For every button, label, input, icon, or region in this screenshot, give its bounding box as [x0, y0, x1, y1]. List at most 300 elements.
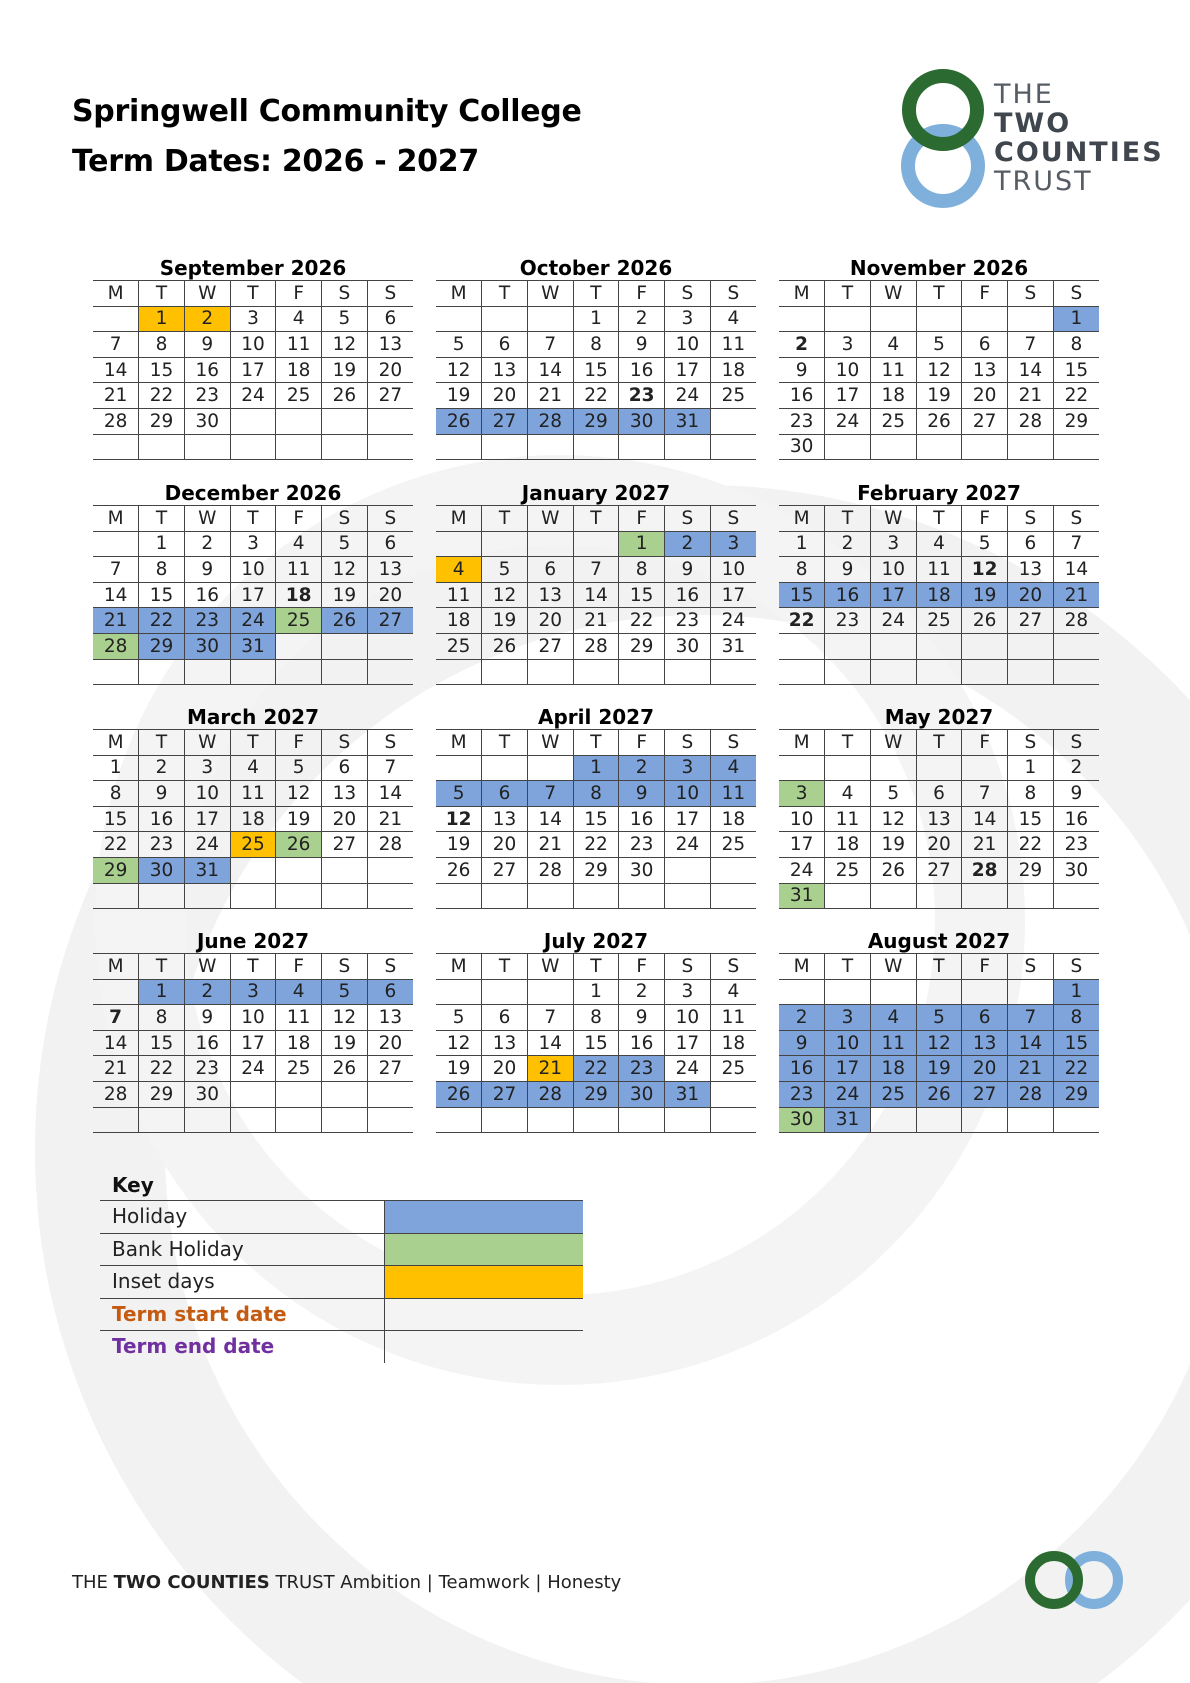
day-cell: 8	[573, 781, 619, 807]
day-cell: 19	[322, 357, 368, 383]
day-cell: 10	[665, 332, 711, 358]
day-cell: 6	[482, 332, 528, 358]
empty-day-cell	[93, 1107, 139, 1133]
term-end-swatch	[385, 1331, 583, 1363]
empty-day-cell	[573, 659, 619, 685]
weekday-label: S	[665, 730, 711, 756]
weekday-label: T	[482, 954, 528, 980]
day-cell: 8	[139, 332, 185, 358]
weekday-label: T	[573, 506, 619, 532]
weekday-label: T	[916, 730, 962, 756]
empty-day-cell	[93, 659, 139, 685]
day-cell: 17	[665, 357, 711, 383]
weekday-label: S	[322, 730, 368, 756]
month-grid	[93, 280, 413, 460]
day-cell: 11	[230, 781, 276, 807]
weekday-label: T	[139, 954, 185, 980]
day-cell: 9	[1053, 781, 1099, 807]
day-cell: 4	[710, 755, 756, 781]
week-row	[93, 557, 413, 583]
day-cell: 11	[710, 1005, 756, 1031]
empty-day-cell	[482, 531, 528, 557]
day-cell: 23	[184, 1056, 230, 1082]
day-cell: 11	[870, 1030, 916, 1056]
empty-day-cell	[573, 531, 619, 557]
day-cell: 7	[93, 557, 139, 583]
key-label-holiday: Holiday	[100, 1201, 385, 1233]
day-cell: 5	[916, 1005, 962, 1031]
day-cell: 12	[436, 1030, 482, 1056]
week-row	[93, 832, 413, 858]
day-cell: 10	[779, 806, 825, 832]
day-cell: 13	[367, 1005, 413, 1031]
day-cell: 25	[276, 1056, 322, 1082]
day-cell: 13	[482, 1030, 528, 1056]
day-cell: 11	[710, 332, 756, 358]
empty-day-cell	[665, 857, 711, 883]
empty-day-cell	[230, 857, 276, 883]
month-grid	[436, 505, 756, 685]
day-cell: 30	[619, 1081, 665, 1107]
empty-day-cell	[436, 1107, 482, 1133]
day-cell: 2	[825, 531, 871, 557]
day-cell: 3	[230, 979, 276, 1005]
day-cell: 13	[482, 357, 528, 383]
month-calendar	[93, 705, 413, 909]
weekday-label: M	[779, 954, 825, 980]
weekday-label: W	[527, 954, 573, 980]
day-cell: 19	[962, 582, 1008, 608]
weekday-label: T	[916, 281, 962, 307]
day-cell: 17	[230, 357, 276, 383]
day-cell: 8	[139, 1005, 185, 1031]
day-cell: 7	[93, 332, 139, 358]
empty-day-cell	[322, 633, 368, 659]
day-cell: 24	[230, 383, 276, 409]
day-cell: 19	[322, 1030, 368, 1056]
empty-day-cell	[527, 306, 573, 332]
day-cell: 7	[1053, 531, 1099, 557]
week-row	[779, 434, 1099, 460]
week-row	[93, 1030, 413, 1056]
day-cell: 11	[870, 357, 916, 383]
day-cell: 9	[184, 557, 230, 583]
day-cell: 30	[779, 434, 825, 460]
weekday-label: M	[93, 954, 139, 980]
empty-day-cell	[916, 659, 962, 685]
day-cell: 15	[1053, 357, 1099, 383]
day-cell: 22	[139, 383, 185, 409]
day-cell: 12	[916, 357, 962, 383]
empty-day-cell	[482, 306, 528, 332]
day-cell: 10	[230, 1005, 276, 1031]
day-cell: 21	[1053, 582, 1099, 608]
day-cell: 20	[962, 1056, 1008, 1082]
week-row	[436, 306, 756, 332]
day-cell: 15	[139, 1030, 185, 1056]
day-cell: 20	[367, 582, 413, 608]
empty-day-cell	[93, 979, 139, 1005]
day-cell: 26	[482, 633, 528, 659]
empty-day-cell	[482, 1107, 528, 1133]
empty-day-cell	[1008, 979, 1054, 1005]
day-cell: 18	[436, 608, 482, 634]
month-calendar	[93, 256, 413, 460]
day-cell: 11	[710, 781, 756, 807]
empty-day-cell	[436, 531, 482, 557]
day-cell: 25	[710, 1056, 756, 1082]
holiday-swatch	[385, 1201, 583, 1233]
weekday-label: S	[367, 954, 413, 980]
day-cell: 22	[1053, 1056, 1099, 1082]
day-cell: 22	[779, 608, 825, 634]
weekday-label: T	[825, 954, 871, 980]
day-cell: 22	[1053, 383, 1099, 409]
empty-day-cell	[322, 434, 368, 460]
month-grid	[436, 280, 756, 460]
day-cell: 18	[916, 582, 962, 608]
day-cell: 22	[573, 383, 619, 409]
day-cell: 21	[527, 832, 573, 858]
day-cell: 27	[482, 1081, 528, 1107]
day-cell: 6	[962, 332, 1008, 358]
empty-day-cell	[436, 434, 482, 460]
empty-day-cell	[436, 883, 482, 909]
empty-day-cell	[322, 659, 368, 685]
weekday-label: W	[184, 281, 230, 307]
weekday-label: W	[527, 281, 573, 307]
day-cell: 20	[367, 357, 413, 383]
day-cell: 12	[482, 582, 528, 608]
trust-logo	[898, 68, 1164, 218]
day-cell: 6	[322, 755, 368, 781]
day-cell: 4	[710, 306, 756, 332]
empty-day-cell	[436, 755, 482, 781]
weekday-label: M	[436, 506, 482, 532]
empty-day-cell	[916, 633, 962, 659]
day-cell: 24	[665, 1056, 711, 1082]
day-cell: 22	[93, 832, 139, 858]
day-cell: 30	[1053, 857, 1099, 883]
day-cell: 31	[184, 857, 230, 883]
empty-day-cell	[870, 755, 916, 781]
day-cell: 2	[184, 306, 230, 332]
week-row	[779, 408, 1099, 434]
day-cell: 13	[367, 332, 413, 358]
week-row	[93, 633, 413, 659]
week-row	[93, 1081, 413, 1107]
weekday-label: S	[367, 506, 413, 532]
week-row	[779, 832, 1099, 858]
day-cell: 23	[779, 1081, 825, 1107]
empty-day-cell	[779, 306, 825, 332]
day-cell: 20	[482, 832, 528, 858]
day-cell: 2	[1053, 755, 1099, 781]
weekday-header-row	[93, 506, 413, 532]
day-cell: 25	[710, 383, 756, 409]
day-cell: 12	[916, 1030, 962, 1056]
day-cell: 28	[527, 857, 573, 883]
weekday-label: S	[1008, 730, 1054, 756]
empty-day-cell	[1008, 633, 1054, 659]
week-row	[436, 1081, 756, 1107]
week-row	[779, 1081, 1099, 1107]
month-grid	[779, 953, 1099, 1133]
month-grid	[779, 729, 1099, 909]
day-cell: 3	[230, 531, 276, 557]
day-cell: 9	[139, 781, 185, 807]
weekday-label: S	[1053, 281, 1099, 307]
week-row	[436, 1005, 756, 1031]
day-cell: 22	[139, 608, 185, 634]
day-cell: 30	[184, 633, 230, 659]
week-row	[436, 633, 756, 659]
day-cell: 21	[93, 608, 139, 634]
month-calendar	[436, 705, 756, 909]
logo-word-counties: COUNTIES	[994, 137, 1164, 168]
week-row	[93, 659, 413, 685]
empty-day-cell	[93, 434, 139, 460]
day-cell: 1	[1053, 979, 1099, 1005]
day-cell: 15	[1053, 1030, 1099, 1056]
day-cell: 4	[825, 781, 871, 807]
day-cell: 4	[870, 332, 916, 358]
week-row	[436, 434, 756, 460]
day-cell: 10	[825, 357, 871, 383]
day-cell: 3	[230, 306, 276, 332]
week-row	[93, 781, 413, 807]
empty-day-cell	[710, 408, 756, 434]
weekday-label: T	[230, 506, 276, 532]
day-cell: 1	[779, 531, 825, 557]
weekday-header-row	[779, 730, 1099, 756]
day-cell: 15	[139, 582, 185, 608]
day-cell: 13	[527, 582, 573, 608]
empty-day-cell	[710, 1107, 756, 1133]
day-cell: 15	[573, 1030, 619, 1056]
week-row	[779, 332, 1099, 358]
day-cell: 25	[916, 608, 962, 634]
weekday-label: T	[825, 506, 871, 532]
logo-word-the: THE	[994, 79, 1054, 110]
key-row-holiday	[100, 1201, 583, 1234]
logo-word-two: TWO	[994, 108, 1072, 139]
empty-day-cell	[779, 659, 825, 685]
day-cell: 15	[779, 582, 825, 608]
empty-day-cell	[322, 883, 368, 909]
empty-day-cell	[276, 1081, 322, 1107]
week-row	[93, 608, 413, 634]
day-cell: 2	[779, 332, 825, 358]
weekday-label: M	[779, 506, 825, 532]
day-cell: 3	[710, 531, 756, 557]
empty-day-cell	[230, 408, 276, 434]
day-cell: 28	[93, 408, 139, 434]
day-cell: 23	[619, 832, 665, 858]
week-row	[436, 357, 756, 383]
day-cell: 18	[710, 1030, 756, 1056]
day-cell: 27	[322, 832, 368, 858]
day-cell: 24	[825, 408, 871, 434]
day-cell: 14	[1008, 357, 1054, 383]
day-cell: 28	[367, 832, 413, 858]
month-title: December 2026	[164, 481, 342, 505]
day-cell: 17	[665, 1030, 711, 1056]
day-cell: 19	[436, 832, 482, 858]
day-cell: 9	[619, 781, 665, 807]
day-cell: 23	[1053, 832, 1099, 858]
empty-day-cell	[779, 979, 825, 1005]
empty-day-cell	[367, 659, 413, 685]
week-row	[93, 306, 413, 332]
weekday-label: T	[916, 954, 962, 980]
day-cell: 5	[436, 332, 482, 358]
empty-day-cell	[573, 883, 619, 909]
day-cell: 4	[276, 306, 322, 332]
empty-day-cell	[527, 1107, 573, 1133]
empty-day-cell	[962, 306, 1008, 332]
month-title: June 2027	[196, 929, 310, 953]
week-row	[779, 781, 1099, 807]
weekday-header-row	[93, 730, 413, 756]
day-cell: 7	[1008, 332, 1054, 358]
weekday-label: M	[779, 281, 825, 307]
empty-day-cell	[1053, 1107, 1099, 1133]
weekday-label: F	[276, 730, 322, 756]
empty-day-cell	[665, 659, 711, 685]
key-row-term-start	[100, 1299, 583, 1332]
empty-day-cell	[619, 659, 665, 685]
day-cell: 15	[573, 806, 619, 832]
day-cell: 1	[573, 979, 619, 1005]
day-cell: 27	[916, 857, 962, 883]
day-cell: 22	[139, 1056, 185, 1082]
day-cell: 4	[870, 1005, 916, 1031]
key-label-term-end: Term end date	[100, 1331, 385, 1363]
day-cell: 3	[779, 781, 825, 807]
day-cell: 27	[482, 408, 528, 434]
week-row	[93, 332, 413, 358]
inset-swatch	[385, 1266, 583, 1298]
day-cell: 29	[619, 633, 665, 659]
empty-day-cell	[367, 857, 413, 883]
week-row	[779, 806, 1099, 832]
footer-two-counties: TWO COUNTIES	[113, 1572, 270, 1593]
day-cell: 3	[825, 332, 871, 358]
day-cell: 4	[436, 557, 482, 583]
weekday-label: F	[619, 281, 665, 307]
week-row	[779, 1030, 1099, 1056]
weekday-header-row	[436, 954, 756, 980]
month-title: January 2027	[521, 481, 671, 505]
day-cell: 31	[710, 633, 756, 659]
weekday-label: M	[436, 954, 482, 980]
day-cell: 20	[367, 1030, 413, 1056]
day-cell: 23	[184, 383, 230, 409]
day-cell: 16	[619, 357, 665, 383]
day-cell: 26	[962, 608, 1008, 634]
empty-day-cell	[916, 755, 962, 781]
footer-values: TRUST Ambition | Teamwork | Honesty	[269, 1572, 622, 1593]
empty-day-cell	[962, 633, 1008, 659]
day-cell: 26	[916, 1081, 962, 1107]
day-cell: 31	[825, 1107, 871, 1133]
month-grid	[436, 953, 756, 1133]
day-cell: 8	[93, 781, 139, 807]
bank-holiday-swatch	[385, 1234, 583, 1266]
day-cell: 2	[184, 531, 230, 557]
empty-day-cell	[367, 633, 413, 659]
month-title: August 2027	[867, 929, 1011, 953]
day-cell: 27	[367, 608, 413, 634]
empty-day-cell	[710, 1081, 756, 1107]
empty-day-cell	[322, 1081, 368, 1107]
weekday-header-row	[436, 281, 756, 307]
day-cell: 26	[322, 608, 368, 634]
empty-day-cell	[665, 883, 711, 909]
weekday-label: S	[367, 281, 413, 307]
day-cell: 31	[665, 1081, 711, 1107]
day-cell: 1	[1053, 306, 1099, 332]
week-row	[436, 832, 756, 858]
day-cell: 14	[527, 806, 573, 832]
day-cell: 13	[1008, 557, 1054, 583]
week-row	[779, 659, 1099, 685]
week-row	[436, 1056, 756, 1082]
weekday-label: T	[139, 730, 185, 756]
empty-day-cell	[276, 883, 322, 909]
empty-day-cell	[276, 659, 322, 685]
empty-day-cell	[367, 408, 413, 434]
day-cell: 12	[322, 332, 368, 358]
day-cell: 10	[665, 1005, 711, 1031]
weekday-label: S	[367, 730, 413, 756]
day-cell: 18	[230, 806, 276, 832]
week-row	[436, 659, 756, 685]
key-label-bank-holiday: Bank Holiday	[100, 1234, 385, 1266]
empty-day-cell	[619, 883, 665, 909]
day-cell: 29	[1008, 857, 1054, 883]
day-cell: 27	[482, 857, 528, 883]
empty-day-cell	[230, 434, 276, 460]
day-cell: 4	[710, 979, 756, 1005]
weekday-label: S	[1053, 954, 1099, 980]
empty-day-cell	[184, 434, 230, 460]
month-title: July 2027	[543, 929, 649, 953]
month-calendar	[436, 929, 756, 1133]
day-cell: 1	[619, 531, 665, 557]
empty-day-cell	[870, 979, 916, 1005]
day-cell: 12	[322, 557, 368, 583]
empty-day-cell	[1053, 633, 1099, 659]
weekday-label: S	[1008, 506, 1054, 532]
footer-the: THE	[72, 1572, 114, 1593]
day-cell: 17	[825, 383, 871, 409]
day-cell: 17	[825, 1056, 871, 1082]
day-cell: 29	[1053, 408, 1099, 434]
empty-day-cell	[322, 1107, 368, 1133]
day-cell: 14	[962, 806, 1008, 832]
weekday-label: T	[230, 281, 276, 307]
day-cell: 24	[779, 857, 825, 883]
day-cell: 29	[1053, 1081, 1099, 1107]
day-cell: 6	[962, 1005, 1008, 1031]
day-cell: 3	[665, 306, 711, 332]
day-cell: 25	[230, 832, 276, 858]
logo-word-trust: TRUST	[994, 166, 1093, 197]
week-row	[93, 883, 413, 909]
day-cell: 10	[230, 332, 276, 358]
